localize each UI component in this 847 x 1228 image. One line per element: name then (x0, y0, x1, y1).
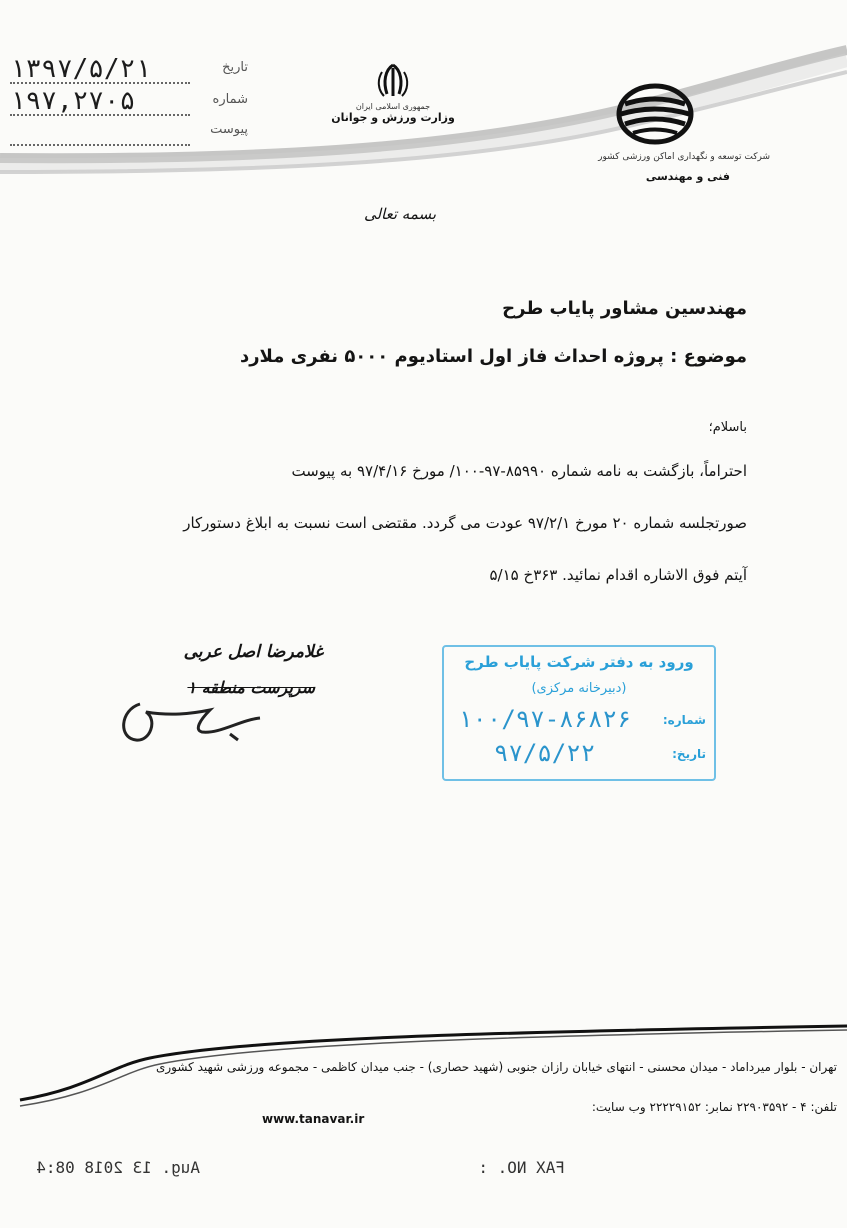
ministry-block (328, 62, 458, 142)
footer-website: www.tanavar.ir (262, 1112, 365, 1126)
subject-line: موضوع : پروژه احداث فاز اول استادیوم ۵۰۰۰ نفری ملارد (239, 346, 747, 367)
stamp-date-label: تاریخ: (672, 747, 706, 761)
date-row (10, 56, 260, 86)
attachment-label: پیوست (210, 122, 248, 137)
attachment-dots (10, 144, 190, 146)
reception-stamp (442, 645, 716, 781)
number-dots (10, 114, 190, 116)
footer-address: تهران - بلوار میرداماد - میدان محسنی - انتهای خیابان رازان جنوبی (شهید حصاری) - جنب میدان کاظمی - مجموعه ورزشی شهید کشوری (155, 1060, 837, 1074)
company-name: شرکت توسعه و نگهداری اماکن ورزشی کشور (598, 152, 770, 162)
company-logo-icon (615, 82, 695, 147)
body-line-2: صورتجلسه شماره ۲۰ مورخ ۹۷/۲/۱ عودت می گردد. مقتضی است نسبت به ابلاغ دستورکار (183, 514, 747, 532)
date-label: تاریخ (222, 60, 248, 75)
ministry-line2: وزارت ورزش و جوانان (331, 111, 455, 124)
body-line-3: آیتم فوق الاشاره اقدام نمائید. ۳۶۳خ ۵/۱۵ (489, 566, 747, 584)
attachment-row (10, 118, 260, 148)
signer-title: سرپرست منطقه ۱ (187, 678, 315, 697)
iran-emblem-icon (375, 62, 411, 100)
date-value: ۱۳۹۷/۵/۲۱ (10, 54, 151, 84)
fax-number-line: FAX NO. : (478, 1158, 565, 1177)
body-line-1: احتراماً، بازگشت به نامه شماره ۸۵۹۹۰-۹۷-۱۰۰/ مورخ ۹۷/۴/۱۶ به پیوست (291, 462, 747, 480)
footer-phone: تلفن: ۴ - ۲۲۹۰۳۵۹۲ نمابر: ۲۲۲۲۹۱۵۲ وب سایت: (591, 1100, 837, 1114)
ministry-line1: جمهوری اسلامی ایران (355, 102, 431, 111)
greeting: باسلام؛ (708, 420, 747, 435)
stamp-number-value: ۱۰۰/۹۷-۸۶۸۲۶ (458, 705, 632, 733)
bismillah-heading: بسمه تعالی (363, 205, 437, 223)
date-dots (10, 82, 190, 84)
company-block (555, 82, 770, 192)
stamp-number-label: شماره: (662, 713, 706, 727)
company-department: فنی و مهندسی (645, 170, 730, 183)
signer-name: غلامرضا اصل عربی (183, 642, 323, 662)
stamp-subtitle: (دبیرخانه مرکزی) (531, 681, 627, 696)
number-value: ۱۹۷,۲۷۰۵ (10, 86, 136, 116)
number-label: شماره (212, 92, 248, 107)
fax-time-line: Aug. 13 2018 08:4 (36, 1158, 200, 1177)
stamp-date-value: ۹۷/۵/۲۲ (494, 739, 596, 767)
number-row (10, 88, 260, 118)
handwritten-signature (110, 690, 280, 750)
recipient-line: مهندسین مشاور پایاب طرح (502, 298, 747, 319)
stamp-title: ورود به دفتر شرکت پایاب طرح (464, 653, 694, 671)
